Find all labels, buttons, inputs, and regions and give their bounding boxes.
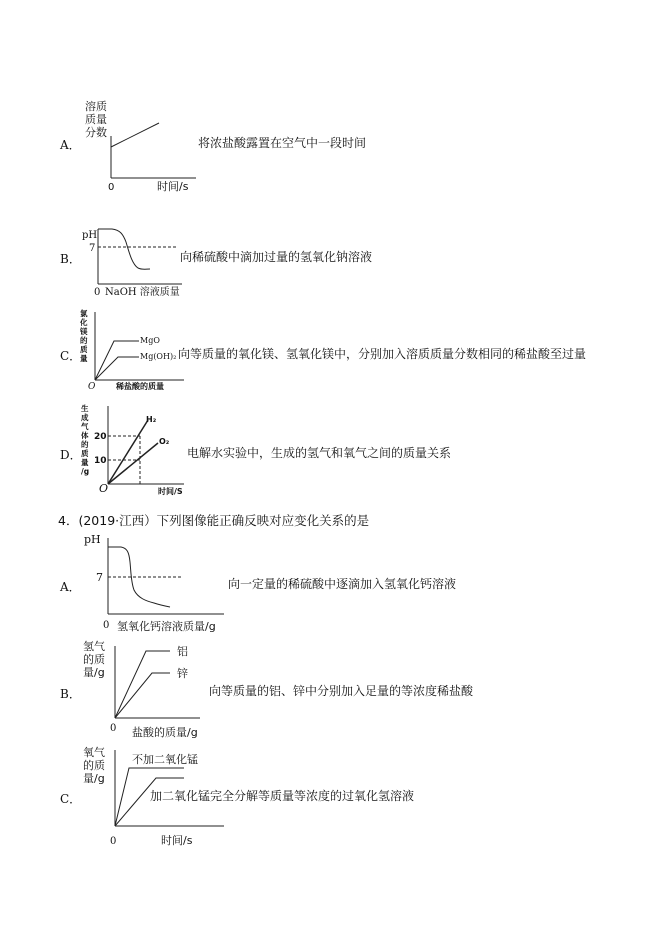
y-axis-label-char: 成	[81, 413, 89, 422]
origin-label: 0	[94, 287, 101, 298]
ph7-tick-label: 7	[89, 243, 96, 254]
tick-20: 20	[94, 432, 107, 442]
y-axis-label-line: 量/g	[83, 772, 105, 785]
y-axis-label-line: 的质	[83, 653, 105, 666]
q4-option-c-description: 加二氧化锰完全分解等质量等浓度的过氧化氢溶液	[150, 789, 415, 803]
origin-label: 0	[103, 620, 110, 631]
y-axis-label-char: 气	[81, 422, 89, 431]
q4-option-a-label: A．	[60, 580, 81, 594]
origin-label: O	[88, 382, 96, 390]
origin-label: 0	[108, 182, 115, 192]
mgoh2-line	[95, 357, 139, 380]
option-c-label: C．	[60, 349, 82, 363]
q4-option-b-description: 向等质量的铝、锌中分别加入足量的等浓度稀盐酸	[209, 684, 474, 698]
y-axis-label-char: 量	[81, 458, 89, 467]
series-label-aluminum: 铝	[177, 645, 188, 658]
option-c-description: 向等质量的氧化镁、氢氧化镁中，分别加入溶质质量分数相同的稀盐酸至过量	[178, 347, 587, 361]
x-axis-label: 盐酸的质量/g	[132, 726, 198, 739]
y-axis-label: pH	[82, 230, 98, 241]
ph7-tick-label: 7	[96, 571, 103, 584]
y-axis-label-char: 的	[81, 440, 89, 449]
graph-c	[76, 306, 188, 390]
option-a-label: A．	[60, 138, 81, 152]
y-axis-label-line: 质量	[85, 113, 107, 126]
series-label-h2: H₂	[146, 415, 157, 424]
y-axis-label-char: 体	[81, 431, 89, 440]
series-label-mgo: MgO	[140, 336, 160, 345]
x-axis-label: NaOH 溶液质量	[105, 287, 180, 298]
q4-option-c-label: C．	[60, 792, 82, 806]
series-label-mgoh2: Mg(OH)₂	[140, 352, 177, 361]
graph-q4-a	[80, 530, 230, 634]
ph-curve	[98, 229, 150, 269]
y-axis-label-char: 生	[81, 404, 89, 413]
x-axis-label: 时间/s	[157, 180, 189, 192]
question-4-stem: 4．(2019·江西）下列图像能正确反映对应变化关系的是	[58, 513, 370, 528]
y-axis-label-line: 氢气	[83, 640, 105, 653]
series-label-zinc: 锌	[177, 667, 188, 680]
series-label-no-mno2: 不加二氧化锰	[132, 753, 198, 766]
x-axis-label: 氢氧化钙溶液质量/g	[117, 620, 216, 633]
graph-q4-b	[80, 634, 220, 742]
y-axis-label-line: 量/g	[83, 666, 105, 679]
option-a-description: 将浓盐酸露置在空气中一段时间	[198, 136, 367, 150]
graph-d	[78, 402, 190, 498]
y-axis-label: pH	[84, 533, 101, 546]
option-b-label: B．	[60, 252, 81, 266]
y-axis-label-char: 化	[80, 318, 88, 327]
graph-q4-c	[80, 740, 230, 848]
y-axis-label-char: 的	[80, 336, 88, 345]
o2-line	[108, 443, 158, 484]
y-axis-label-char: 镁	[80, 327, 88, 336]
y-axis-label-line: 的质	[83, 759, 105, 772]
option-d-label: D．	[60, 448, 82, 462]
h2-line	[108, 420, 148, 484]
curve-line	[111, 123, 159, 147]
zinc-line	[115, 673, 170, 718]
series-label-o2: O₂	[159, 437, 170, 446]
with-mno2-line	[115, 768, 184, 826]
q4-option-a-description: 向一定量的稀硫酸中逐滴加入氢氧化钙溶液	[228, 577, 457, 591]
mgo-line	[95, 341, 139, 380]
y-axis-label-char: 质	[81, 449, 89, 458]
graph-a	[80, 96, 200, 192]
x-axis-label: 时间/S	[158, 487, 183, 496]
origin-label: 0	[110, 723, 117, 734]
y-axis-label-line: 分数	[85, 126, 107, 139]
option-b-description: 向稀硫酸中滴加过量的氢氧化钠溶液	[180, 250, 373, 264]
y-axis-label-char: /g	[81, 467, 90, 476]
x-axis-label: 稀盐酸的质量	[116, 382, 164, 390]
graph-b	[80, 222, 190, 302]
x-axis-label: 时间/s	[161, 834, 193, 847]
y-axis-label-char: 质	[80, 345, 88, 354]
q4-option-b-label: B．	[60, 687, 81, 701]
option-d-description: 电解水实验中，生成的氢气和氧气之间的质量关系	[187, 446, 452, 460]
y-axis-label-line: 氧气	[83, 746, 105, 759]
tick-10: 10	[94, 456, 107, 466]
origin-label: 0	[110, 836, 117, 847]
y-axis-label-char: 氯	[80, 309, 88, 318]
y-axis-label-line: 溶质	[85, 100, 107, 113]
y-axis-label-char: 量	[80, 354, 88, 363]
origin-label: O	[99, 482, 109, 495]
